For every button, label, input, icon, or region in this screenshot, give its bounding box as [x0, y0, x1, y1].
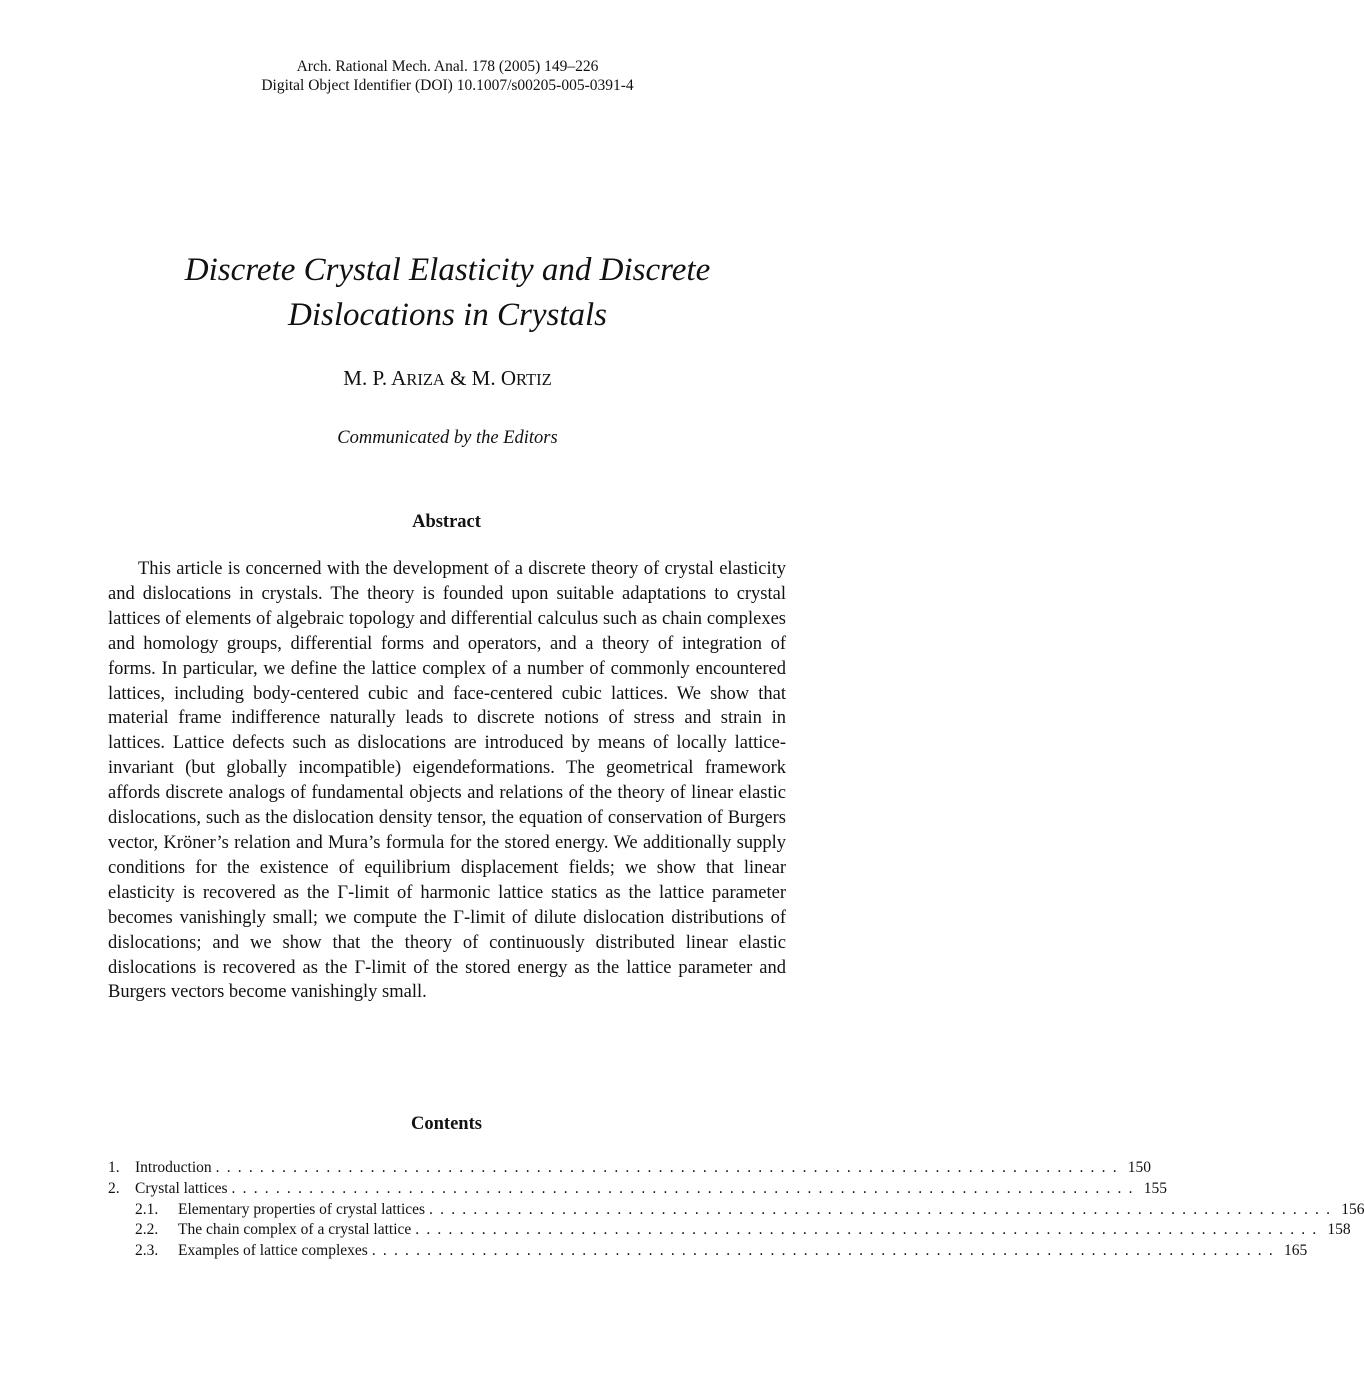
toc-entry-label: Examples of lattice complexes	[178, 1242, 368, 1260]
toc-entry-number: 2.	[108, 1179, 120, 1197]
toc-entry-page: 165	[1283, 1242, 1308, 1260]
toc-entry-number: 1.	[108, 1159, 120, 1176]
abstract-text: This article is concerned with the development of a discrete theory of crystal elasticity and dislocations in crystals. The theory is founded upon suitable adaptations to crystal lattices of elements of algebraic topology and differential calculus such as chain complexes and homology groups, differential forms and operators, and a theory of integration of forms. In particular, we define the lattice complex of a number of commonly encountered lattices, including body-centered cubic and face-centered cubic lattices. We show that material frame indifference naturally leads to discrete notions of stress and strain in lattices. Lattice defects such as dislocations are introduced by means of locally lattice-invariant (but globally incompatible) eigendeformations. The geometrical framework affords discrete analogs of fundamental objects and relations of the theory of linear elastic dislocations, such as the dislocation density tensor, the equation of conservation of Burgers vector, Kröner’s relation and Mura’s formula for the stored energy. We additionally supply conditions for the existence of equilibrium displacement fields; we show that linear elasticity is recovered as the Γ-limit of harmonic lattice statics as the lattice parameter becomes vanishingly small; we compute the Γ-limit of dilute dislocation distributions of dislocations; and we show that the theory of continuously distributed linear elastic dislocations is recovered as the Γ-limit of the stored energy as the lattice parameter and Burgers vectors become vanishingly small.	[108, 559, 786, 1003]
toc-dot-leader: ..................................................................................	[371, 1242, 1280, 1260]
journal-citation: Arch. Rational Mech. Anal. 178 (2005) 149–226	[296, 58, 599, 75]
toc-entry-label: Crystal lattices	[135, 1179, 228, 1197]
author-1-initials: M. P. A	[343, 366, 407, 390]
communicated-by: Communicated by the Editors	[337, 428, 558, 448]
toc-dot-leader: ..................................................................................	[415, 1221, 1324, 1239]
title-line-1: Discrete Crystal Elasticity and Discrete	[184, 252, 711, 288]
journal-header	[0, 57, 895, 95]
contents-heading: Contents	[411, 1114, 482, 1134]
toc-subentry[interactable]	[108, 1220, 1351, 1241]
toc-dot-leader: ..................................................................................	[231, 1179, 1140, 1197]
table-of-contents	[108, 1158, 1364, 1262]
toc-entry[interactable]	[108, 1179, 1167, 1200]
paper-title	[0, 248, 895, 338]
toc-entry-label: Introduction	[135, 1159, 212, 1176]
author-separator: &	[444, 366, 472, 390]
toc-entry-page: 155	[1143, 1179, 1167, 1197]
author-2-surname: RTIZ	[516, 370, 552, 389]
toc-entry-page: 150	[1127, 1159, 1152, 1176]
title-line-2: Dislocations in Crystals	[287, 297, 608, 333]
toc-entry[interactable]	[108, 1158, 1152, 1179]
toc-entry-number: 2.1.	[135, 1200, 159, 1218]
toc-dot-leader: ..................................................................................	[215, 1159, 1124, 1176]
toc-entry-label: The chain complex of a crystal lattice	[178, 1221, 412, 1239]
toc-entry-page: 158	[1327, 1221, 1351, 1239]
author-2-initials: M. O	[471, 366, 517, 390]
toc-subentry[interactable]	[108, 1241, 1308, 1262]
author-1-surname: RIZA	[406, 370, 445, 389]
toc-subentry[interactable]	[108, 1200, 1364, 1221]
toc-dot-leader: ..................................................................................	[429, 1200, 1338, 1218]
author-line	[0, 364, 895, 394]
doi-line: Digital Object Identifier (DOI) 10.1007/s00205-005-0391-4	[261, 77, 634, 94]
abstract-heading: Abstract	[412, 512, 481, 532]
toc-entry-label: Elementary properties of crystal lattices	[178, 1200, 426, 1218]
toc-entry-number: 2.2.	[135, 1221, 159, 1239]
toc-entry-number: 2.3.	[135, 1242, 159, 1260]
toc-entry-page: 156	[1341, 1200, 1364, 1218]
